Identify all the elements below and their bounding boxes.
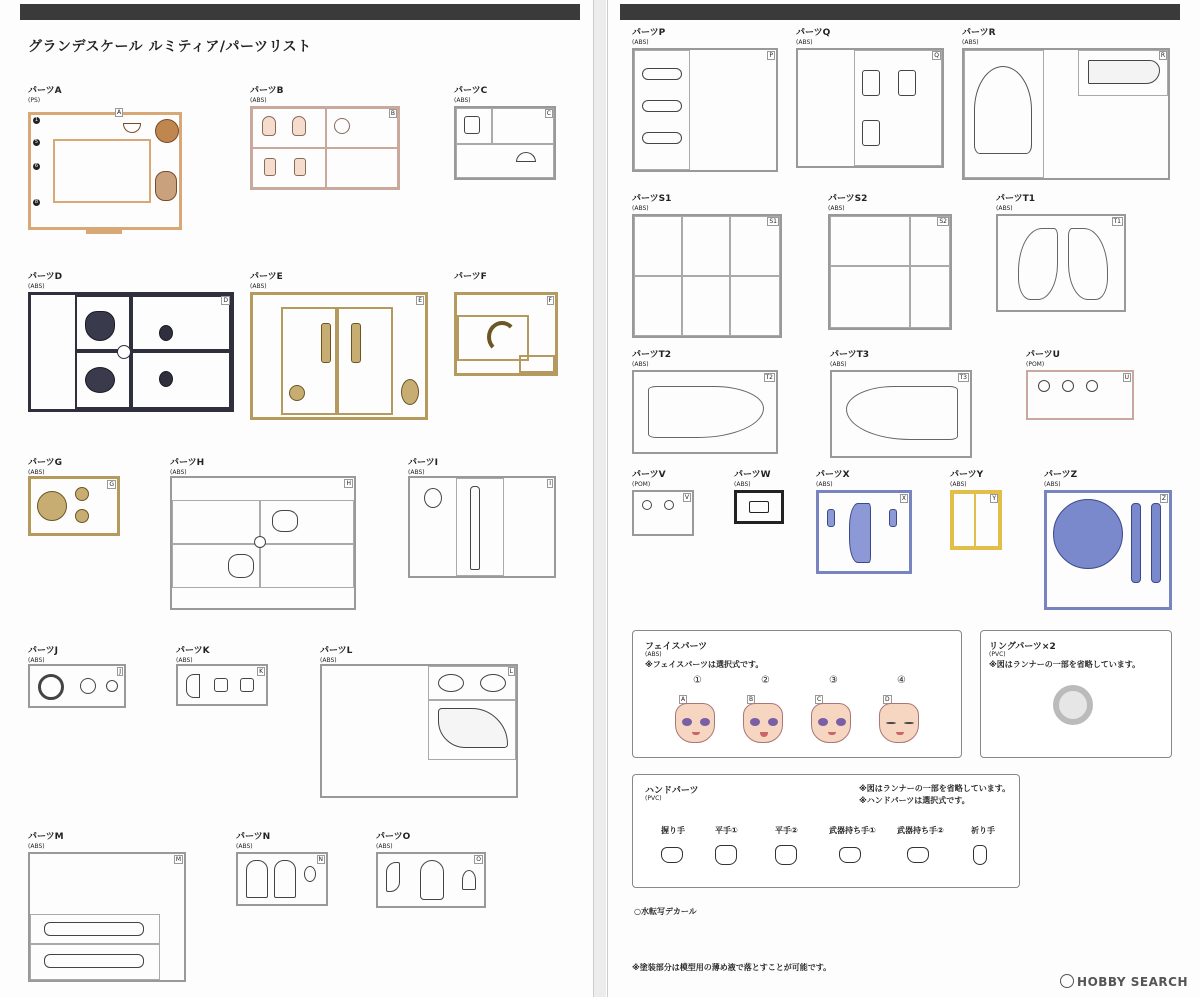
part-material: (ABS) bbox=[454, 97, 471, 104]
face-parts-box bbox=[632, 630, 962, 758]
part-piece bbox=[246, 860, 268, 898]
part-crescent bbox=[487, 321, 517, 353]
part-material: (ABS) bbox=[1044, 481, 1061, 488]
part-wing bbox=[648, 386, 764, 438]
hand-weapon-1 bbox=[839, 847, 861, 863]
page-gutter bbox=[594, 0, 606, 997]
part-piece bbox=[889, 509, 897, 527]
runner-H bbox=[170, 476, 356, 610]
part-piece bbox=[1088, 60, 1160, 84]
part-label: パーツJ bbox=[28, 646, 58, 656]
part-material: (ABS) bbox=[320, 657, 337, 664]
runner-tag: I bbox=[549, 480, 551, 487]
part-medallion bbox=[37, 491, 67, 521]
runner-tag: P bbox=[769, 52, 773, 59]
part-clip bbox=[749, 501, 769, 513]
part-coin bbox=[75, 487, 89, 501]
part-label: パーツS1 bbox=[632, 194, 672, 204]
runner-cell bbox=[456, 478, 504, 576]
runner-tag: X bbox=[901, 495, 906, 502]
hobbysearch-logo-icon bbox=[1060, 974, 1074, 988]
part-material: (ABS) bbox=[632, 361, 649, 368]
part-hip bbox=[85, 367, 115, 393]
part-material: (ABS) bbox=[796, 39, 813, 46]
part-label: パーツG bbox=[28, 458, 63, 468]
runner-tag: G bbox=[109, 481, 114, 488]
part-label: パーツW bbox=[734, 470, 771, 480]
part-material: (ABS) bbox=[734, 481, 751, 488]
part-piece bbox=[642, 68, 682, 80]
part-piece bbox=[294, 158, 306, 176]
part-label: パーツQ bbox=[796, 28, 831, 38]
part-piece bbox=[240, 678, 254, 692]
part-label: パーツV bbox=[632, 470, 666, 480]
part-material: (ABS) bbox=[828, 205, 845, 212]
runner-tag: U bbox=[1124, 374, 1129, 381]
runner-cell bbox=[910, 266, 950, 328]
part-piece bbox=[262, 116, 276, 136]
runner-tag: Y bbox=[992, 495, 996, 502]
part-stand bbox=[1151, 503, 1161, 583]
part-piece bbox=[186, 674, 200, 698]
face-option-number: ② bbox=[761, 675, 770, 686]
part-material: (POM) bbox=[632, 481, 651, 488]
decal-note: ○水転写デカール bbox=[634, 907, 697, 916]
part-base bbox=[1053, 499, 1123, 569]
runner-N bbox=[236, 852, 328, 906]
hand-fist bbox=[661, 847, 683, 863]
hand-box-note-1: ※図はランナーの一部を省略しています。 bbox=[859, 784, 1011, 793]
runner-tag: V bbox=[684, 494, 689, 501]
part-material: (ABS) bbox=[376, 843, 393, 850]
runner-tag: E bbox=[418, 297, 422, 304]
part-label: パーツT3 bbox=[830, 350, 870, 360]
part-material: (ABS) bbox=[28, 469, 45, 476]
runner-tag: R bbox=[1160, 52, 1165, 59]
part-hair bbox=[155, 119, 179, 143]
part-label: パーツF bbox=[454, 272, 487, 282]
face-box-material: (ABS) bbox=[645, 651, 662, 658]
runner-cell bbox=[172, 500, 260, 544]
runner-W bbox=[734, 490, 784, 524]
face-box-note: ※フェイスパーツは選択式です。 bbox=[645, 660, 764, 669]
runner-tag: J bbox=[119, 668, 121, 675]
part-wing bbox=[846, 386, 958, 440]
part-wing bbox=[1068, 228, 1108, 300]
hand-flat-1 bbox=[715, 845, 737, 865]
part-piece bbox=[401, 379, 419, 405]
part-piece bbox=[106, 680, 118, 692]
part-piece bbox=[44, 922, 144, 936]
part-number: 5 bbox=[34, 139, 39, 145]
part-label: パーツI bbox=[408, 458, 438, 468]
runner-C bbox=[454, 106, 556, 180]
face-option-2 bbox=[743, 703, 783, 743]
part-material: (POM) bbox=[1026, 361, 1045, 368]
face-letter: B bbox=[749, 696, 754, 703]
part-piece bbox=[304, 866, 316, 882]
runner-tag: Z bbox=[1161, 495, 1166, 502]
runner-S2 bbox=[828, 214, 952, 330]
runner-J bbox=[28, 664, 126, 708]
part-material: (PS) bbox=[28, 97, 41, 104]
part-label: パーツP bbox=[632, 28, 666, 38]
part-material: (ABS) bbox=[830, 361, 847, 368]
part-label: パーツN bbox=[236, 832, 271, 842]
hand-label: 平手② bbox=[775, 826, 798, 835]
part-piece bbox=[159, 371, 173, 387]
face-letter: C bbox=[817, 696, 822, 703]
part-piece bbox=[898, 70, 916, 96]
right-top-bar bbox=[620, 4, 1180, 20]
runner-ring bbox=[117, 345, 131, 359]
ring-box-note: ※図はランナーの一部を省略しています。 bbox=[989, 660, 1141, 669]
runner-tag: O bbox=[476, 856, 481, 863]
part-label: パーツC bbox=[454, 86, 488, 96]
part-piece bbox=[664, 500, 674, 510]
part-label: パーツE bbox=[250, 272, 283, 282]
runner-cell bbox=[730, 276, 780, 336]
runner-cell bbox=[830, 216, 910, 266]
part-piece bbox=[264, 158, 276, 176]
runner-cell bbox=[634, 216, 682, 276]
part-label: パーツT1 bbox=[996, 194, 1036, 204]
hand-box-material: (PVC) bbox=[645, 795, 662, 802]
part-crystal bbox=[849, 503, 871, 563]
runner-T1 bbox=[996, 214, 1126, 312]
runner-tag: M bbox=[175, 856, 181, 863]
part-material: (ABS) bbox=[632, 205, 649, 212]
part-piece bbox=[862, 70, 880, 96]
face-letter: A bbox=[681, 696, 686, 703]
part-number: 8 bbox=[34, 199, 39, 205]
part-label: パーツM bbox=[28, 832, 64, 842]
part-piece bbox=[1062, 380, 1074, 392]
runner-frame bbox=[53, 139, 151, 203]
part-material: (ABS) bbox=[236, 843, 253, 850]
part-piece bbox=[1038, 380, 1050, 392]
ring-parts-box bbox=[980, 630, 1172, 758]
runner-E bbox=[250, 292, 428, 420]
part-piece bbox=[289, 385, 305, 401]
part-piece bbox=[214, 678, 228, 692]
runner-O bbox=[376, 852, 486, 908]
runner-tag: K bbox=[259, 668, 263, 675]
part-piece bbox=[80, 678, 96, 694]
part-number: 6 bbox=[34, 163, 39, 169]
part-piece bbox=[321, 323, 331, 363]
runner-I bbox=[408, 476, 556, 578]
part-piece bbox=[1086, 380, 1098, 392]
runner-tab bbox=[86, 230, 122, 234]
part-label: パーツO bbox=[376, 832, 411, 842]
part-label: パーツB bbox=[250, 86, 284, 96]
paint-note: ※塗装部分は模型用の薄め液で落とすことが可能です。 bbox=[632, 963, 832, 972]
ring-box-title: リングパーツ×2 bbox=[989, 642, 1056, 652]
part-piece bbox=[642, 500, 652, 510]
part-ring bbox=[38, 674, 64, 700]
runner-tag: D bbox=[223, 297, 228, 304]
part-piece bbox=[862, 120, 880, 146]
hand-box-title: ハンドパーツ bbox=[645, 786, 699, 796]
runner-cell bbox=[337, 307, 393, 415]
part-piece bbox=[480, 674, 506, 692]
runner-cell bbox=[682, 276, 730, 336]
runner-R bbox=[962, 48, 1170, 180]
runner-D bbox=[28, 292, 234, 412]
part-material: (ABS) bbox=[408, 469, 425, 476]
runner-tag: F bbox=[548, 297, 552, 304]
runner-ring bbox=[254, 536, 266, 548]
part-label: パーツK bbox=[176, 646, 210, 656]
runner-cell bbox=[456, 144, 554, 178]
runner-Q bbox=[796, 48, 944, 168]
runner-cell bbox=[131, 295, 231, 351]
hand-flat-2 bbox=[775, 845, 797, 865]
runner-tag: H bbox=[346, 480, 351, 487]
runner-tag: N bbox=[318, 856, 323, 863]
runner-cell bbox=[131, 351, 231, 409]
watermark bbox=[1060, 974, 1188, 989]
part-material: (ABS) bbox=[176, 657, 193, 664]
part-piece bbox=[334, 118, 350, 134]
runner-cell bbox=[854, 50, 942, 166]
runner-G bbox=[28, 476, 120, 536]
runner-Y bbox=[950, 490, 1002, 550]
face-box-title: フェイスパーツ bbox=[645, 642, 708, 652]
part-label: パーツU bbox=[1026, 350, 1060, 360]
part-label: パーツY bbox=[950, 470, 984, 480]
runner-U bbox=[1026, 370, 1134, 420]
part-piece bbox=[351, 323, 361, 363]
part-wing bbox=[1018, 228, 1058, 300]
face-option-number: ③ bbox=[829, 675, 838, 686]
runner-tag: T2 bbox=[765, 374, 773, 381]
runner-tag: Q bbox=[934, 52, 939, 59]
runner-B bbox=[250, 106, 400, 190]
part-label: パーツX bbox=[816, 470, 850, 480]
runner-M bbox=[28, 852, 186, 982]
part-material: (ABS) bbox=[962, 39, 979, 46]
part-piece bbox=[642, 100, 682, 112]
part-piece bbox=[438, 674, 464, 692]
part-piece bbox=[274, 860, 296, 898]
runner-cell bbox=[519, 355, 555, 373]
part-piece bbox=[827, 509, 835, 527]
hand-label: 祈り手 bbox=[971, 826, 995, 835]
ring-part bbox=[1053, 685, 1093, 725]
hand-box-note-2: ※ハンドパーツは選択式です。 bbox=[859, 796, 970, 805]
face-option-number: ① bbox=[693, 675, 702, 686]
part-label: パーツD bbox=[28, 272, 63, 282]
hand-label: 握り手 bbox=[661, 826, 685, 835]
part-piece bbox=[642, 132, 682, 144]
runner-tag: B bbox=[390, 110, 395, 117]
runner-P bbox=[632, 48, 778, 172]
runner-cell bbox=[634, 276, 682, 336]
hand-label: 平手① bbox=[715, 826, 738, 835]
hand-parts-box bbox=[632, 774, 1020, 888]
ring-box-material: (PVC) bbox=[989, 651, 1006, 658]
face-letter: D bbox=[885, 696, 890, 703]
part-piece bbox=[464, 116, 480, 134]
part-material: (ABS) bbox=[950, 481, 967, 488]
part-material: (ABS) bbox=[28, 283, 45, 290]
runner-K bbox=[176, 664, 268, 706]
runner-F bbox=[454, 292, 558, 376]
part-label: パーツR bbox=[962, 28, 996, 38]
runner-tag: T1 bbox=[1113, 218, 1121, 225]
part-piece bbox=[386, 862, 400, 892]
runner-tag: C bbox=[546, 110, 551, 117]
part-piece bbox=[292, 116, 306, 136]
part-head bbox=[155, 171, 177, 201]
part-chest bbox=[85, 311, 115, 341]
face-option-number: ④ bbox=[897, 675, 906, 686]
hand-label: 武器持ち手② bbox=[897, 826, 944, 835]
left-top-bar bbox=[20, 4, 580, 20]
part-piece bbox=[228, 554, 254, 578]
part-piece bbox=[159, 325, 173, 341]
runner-T3 bbox=[830, 370, 972, 458]
hand-label: 武器持ち手① bbox=[829, 826, 876, 835]
part-wing-frame bbox=[974, 66, 1032, 154]
part-label: パーツS2 bbox=[828, 194, 868, 204]
runner-tag: T3 bbox=[959, 374, 967, 381]
runner-cell bbox=[953, 493, 975, 547]
face-option-3 bbox=[811, 703, 851, 743]
runner-S1 bbox=[632, 214, 782, 338]
part-stand bbox=[1131, 503, 1141, 583]
runner-tag: S2 bbox=[939, 218, 947, 225]
part-piece bbox=[462, 870, 476, 890]
hand-weapon-2 bbox=[907, 847, 929, 863]
runner-L bbox=[320, 664, 518, 798]
runner-tag: A bbox=[117, 109, 122, 116]
runner-V bbox=[632, 490, 694, 536]
runner-cell bbox=[260, 544, 354, 588]
part-label: パーツZ bbox=[1044, 470, 1078, 480]
part-label: パーツL bbox=[320, 646, 353, 656]
part-material: (ABS) bbox=[632, 39, 649, 46]
part-piece bbox=[44, 954, 144, 968]
runner-tag: S1 bbox=[769, 218, 777, 225]
part-number: 1 bbox=[34, 117, 39, 123]
part-piece bbox=[272, 510, 298, 532]
runner-T2 bbox=[632, 370, 778, 454]
part-label: パーツH bbox=[170, 458, 205, 468]
runner-tag: L bbox=[509, 668, 513, 675]
runner-cell bbox=[830, 266, 910, 328]
runner-cell bbox=[682, 216, 730, 276]
part-crest bbox=[420, 860, 444, 900]
part-material: (ABS) bbox=[996, 205, 1013, 212]
part-sword bbox=[470, 486, 480, 570]
part-coin bbox=[75, 509, 89, 523]
runner-A bbox=[28, 109, 182, 230]
part-material: (ABS) bbox=[28, 843, 45, 850]
part-material: (ABS) bbox=[170, 469, 187, 476]
runner-cell bbox=[326, 148, 398, 188]
face-option-1 bbox=[675, 703, 715, 743]
part-label: パーツA bbox=[28, 86, 62, 96]
part-piece bbox=[424, 488, 442, 508]
watermark-text: HOBBY SEARCH bbox=[1077, 975, 1188, 989]
part-piece bbox=[123, 123, 141, 133]
part-material: (ABS) bbox=[250, 283, 267, 290]
hand-prayer bbox=[973, 845, 987, 865]
part-label: パーツT2 bbox=[632, 350, 672, 360]
face-option-4 bbox=[879, 703, 919, 743]
part-material: (ABS) bbox=[250, 97, 267, 104]
part-material: (ABS) bbox=[28, 657, 45, 664]
runner-X bbox=[816, 490, 912, 574]
part-material: (ABS) bbox=[816, 481, 833, 488]
page-title: グランデスケール ルミティア/パーツリスト bbox=[28, 39, 312, 55]
runner-Z bbox=[1044, 490, 1172, 610]
